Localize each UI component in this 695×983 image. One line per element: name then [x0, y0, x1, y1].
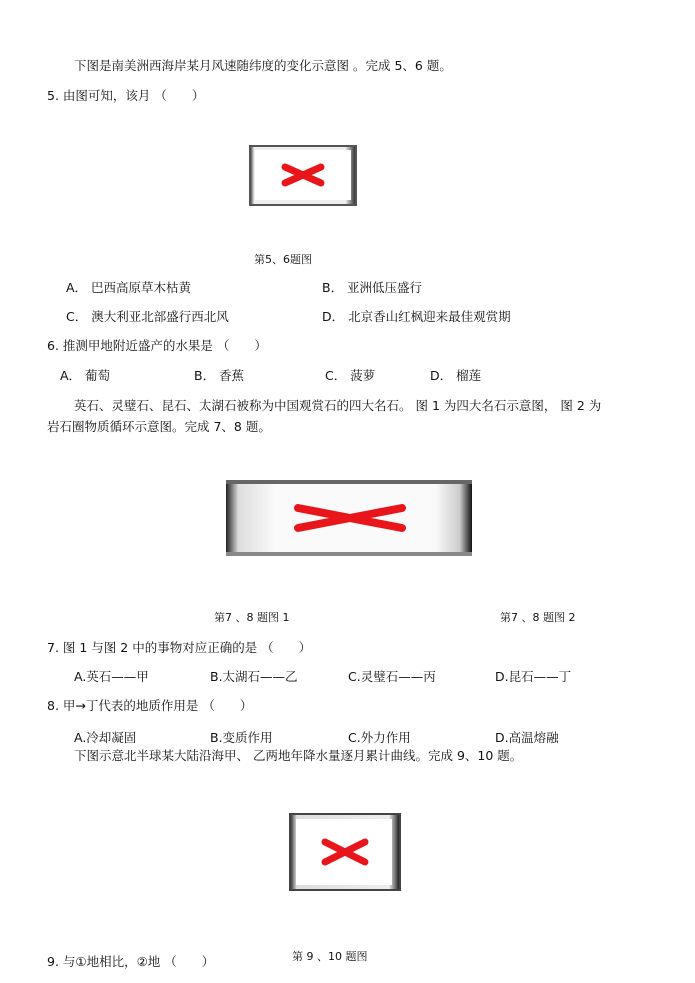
caption-figure-7-8-1: 第7 、8 题图 1 [214, 611, 290, 624]
q7-option-d: D.昆石——丁 [495, 669, 572, 684]
broken-image-figure-9-10 [289, 813, 401, 891]
intro-q5-6: 下图是南美洲西海岸某月风速随纬度的变化示意图 。完成 5、6 题。 [74, 58, 452, 73]
broken-image-x-icon-3 [289, 813, 401, 891]
question-7-stem: 7. 图 1 与图 2 中的事物对应正确的是 （ ） [47, 640, 312, 655]
q5-option-b: B． 亚洲低压盛行 [322, 280, 423, 295]
q7-option-b: B.太湖石——乙 [210, 669, 298, 684]
q7-option-c: C.灵璧石——丙 [348, 669, 436, 684]
q6-option-c: C． 菠萝 [325, 368, 376, 383]
caption-figure-9-10: 第 9 、10 题图 [292, 950, 368, 963]
q8-option-b: B.变质作用 [210, 730, 273, 745]
broken-image-figure-5-6 [249, 145, 357, 206]
broken-image-x-icon-2 [226, 480, 472, 556]
q6-option-d: D． 榴莲 [430, 368, 482, 383]
q5-option-d: D． 北京香山红枫迎来最佳观赏期 [322, 309, 511, 324]
broken-image-x-icon [249, 145, 357, 206]
q6-option-b: B． 香蕉 [194, 368, 245, 383]
question-5-stem: 5. 由图可知，该月 （ ） [47, 88, 205, 103]
question-6-stem: 6. 推测甲地附近盛产的水果是 （ ） [47, 338, 267, 353]
q6-option-a: A． 葡萄 [60, 368, 111, 383]
caption-figure-7-8-2: 第7 、8 题图 2 [500, 611, 576, 624]
q8-option-d: D.高温熔融 [495, 730, 559, 745]
q5-option-a: A． 巴西高原草木枯黄 [66, 280, 192, 295]
q5-option-c: C． 澳大利亚北部盛行西北风 [66, 309, 229, 324]
q7-option-a: A.英石——甲 [74, 669, 149, 684]
intro-q7-8-line2: 岩石圈物质循环示意图。完成 7、8 题。 [47, 419, 271, 434]
broken-image-figure-7-8 [226, 480, 472, 556]
intro-q9-10: 下图示意北半球某大陆沿海甲、 乙两地年降水量逐月累计曲线。完成 9、10 题。 [74, 748, 523, 763]
q8-option-a: A.冷却凝固 [74, 730, 137, 745]
caption-figure-5-6: 第5、6题图 [254, 253, 312, 266]
intro-q7-8-line1: 英石、灵璧石、昆石、太湖石被称为中国观赏石的四大名石。 图 1 为四大名石示意图， 图 2 为 [74, 398, 602, 413]
question-8-stem: 8. 甲→丁代表的地质作用是 （ ） [47, 698, 253, 713]
question-9-stem: 9. 与①地相比，②地 （ ） [47, 954, 215, 969]
q8-option-c: C.外力作用 [348, 730, 411, 745]
